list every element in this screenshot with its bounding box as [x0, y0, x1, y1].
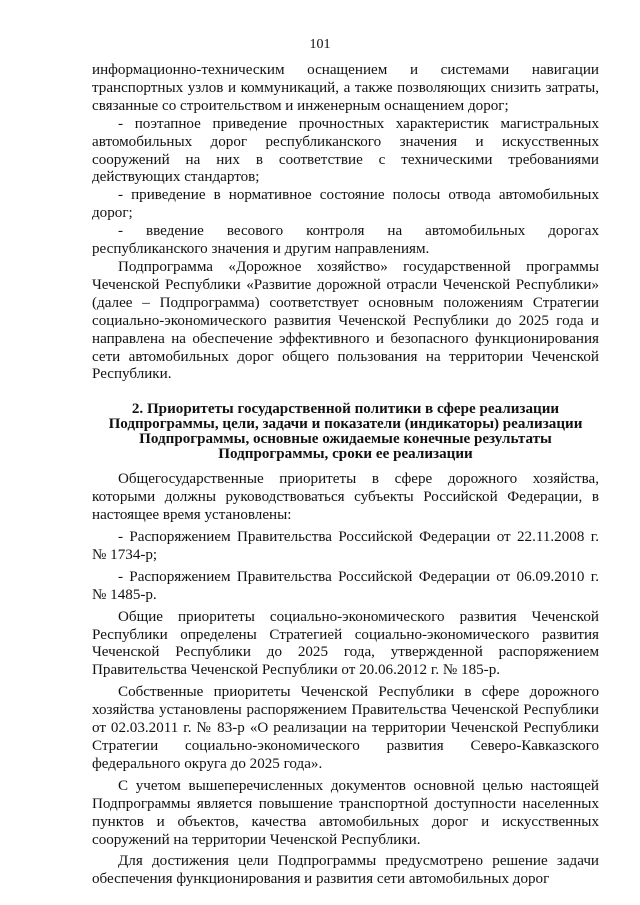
section-heading-line: 2. Приоритеты государственной политики в сфере реализации [131, 401, 560, 418]
list-item-decree-1734: - Распоряжением Правительства Российской Федерации от 22.11.2008 г. № 1734-р; [92, 529, 599, 563]
paragraph-national-priorities: Общегосударственные приоритеты в сфере дорожного хозяйства, которыми должны руководствоваться субъекты Российской Федерации, в настоящее время установлены: [92, 471, 599, 524]
list-item-weight-control: - введение весового контроля на автомобильных дорогах республиканского значения и другим направлениям. [92, 223, 599, 258]
document-body [92, 62, 599, 889]
paragraph-own-priorities: Собственные приоритеты Чеченской Республики в сфере дорожного хозяйства установлены распоряжением Правительства Чеченской Республики от 02.03.2011 г. № 83-р «О реализации на территории Чеченской Республики Стратегии социально-экономического развития Северо-Кавказского федерального округа до 2025 года». [92, 684, 599, 772]
section-heading-line: Подпрограммы, сроки ее реализации [218, 446, 473, 463]
paragraph-tasks: Для достижения цели Подпрограммы предусмотрено решение задачи обеспечения функционирования и развития сети автомобильных дорог [92, 853, 599, 888]
paragraph-continuation: информационно-техническим оснащением и системами навигации транспортных узлов и коммуникаций, а также позволяющих снизить затраты, связанные со строительством и инженерным оснащением дорог; [92, 62, 599, 114]
section-heading-line: Подпрограммы, цели, задачи и показатели (индикаторы) реализации [108, 416, 583, 433]
list-item-decree-1485: - Распоряжением Правительства Российской Федерации от 06.09.2010 г. № 1485-р. [92, 568, 599, 603]
paragraph-general-priorities: Общие приоритеты социально-экономического развития Чеченской Республики определены Стратегией социально-экономического развития Чеченской Республики до 2025 года, утвержденной распоряжением Правительства Чеченской Республики от 20.06.2012 г. № 185-р. [92, 608, 599, 679]
paragraph-subprogram-summary: Подпрограмма «Дорожное хозяйство» государственной программы Чеченской Республики «Развитие дорожной отрасли Чеченской Республики» (далее – Подпрограмма) соответствует основным положениям Стратегии социально-экономического развития Чеченской Республики до 2025 года и направлена на обеспечение эффективного и безопасного функционирования сети автомобильных дорог общего пользования на территории Чеченской Республики. [92, 258, 599, 383]
page-number: 101 [309, 37, 331, 52]
section-heading [92, 402, 599, 462]
paragraph-main-goal: С учетом вышеперечисленных документов основной целью настоящей Подпрограммы является повышение транспортной доступности населенных пунктов и объектов, качества автомобильных дорог и искусственных сооружений на территории Чеченской Республики. [92, 777, 599, 848]
list-item-strength: - поэтапное приведение прочностных характеристик магистральных автомобильных дорог республиканского значения и искусственных сооружений на них в соответствие с техническими требованиями действующих стандартов; [92, 115, 599, 186]
section-heading-line: Подпрограммы, основные ожидаемые конечные результаты [139, 431, 552, 448]
list-item-right-of-way: - приведение в нормативное состояние полосы отвода автомобильных дорог; [92, 187, 599, 222]
